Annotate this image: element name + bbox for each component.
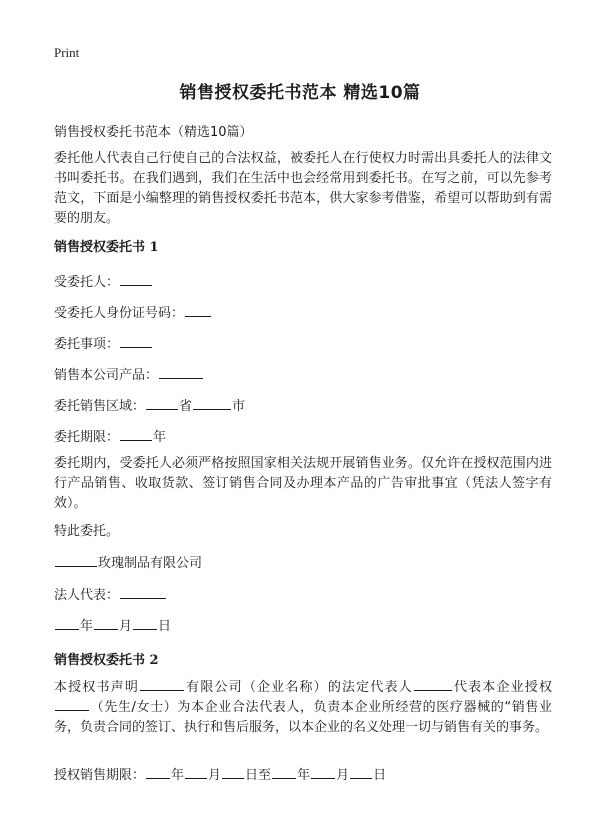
start-month-blank: [185, 766, 207, 779]
period-line: [54, 426, 166, 445]
trustee-label: 受委托人：: [54, 275, 120, 290]
section-heading-1: 销售授权委托书 1: [54, 240, 159, 255]
section2-body-part1: 本授权书声明: [54, 680, 139, 695]
section2-body-part2: 有限公司（企业名称）的法定代表人: [185, 680, 413, 695]
product-label: 销售本公司产品：: [54, 368, 159, 383]
legal-rep-line: [54, 584, 167, 603]
enterprise-name-blank: [140, 678, 184, 691]
section-heading-2: 销售授权委托书 2: [54, 653, 159, 668]
date-day-blank: [133, 617, 157, 630]
closing-line: 特此委托。: [54, 524, 120, 539]
province-blank: [146, 397, 178, 410]
trustee-line: [54, 271, 153, 290]
region-line: [54, 395, 245, 414]
company-line: [54, 552, 202, 571]
product-blank: [159, 366, 203, 379]
section2-body-part3: 代表本企业授权: [452, 680, 552, 695]
company-blank: [55, 554, 97, 567]
date-year-blank: [55, 617, 79, 630]
end-year-blank: [272, 766, 296, 779]
matter-label: 委托事项：: [54, 337, 120, 352]
date-month-blank: [94, 617, 118, 630]
end-day: 日: [373, 768, 387, 783]
section2-body: [54, 678, 552, 738]
region-label: 委托销售区域：: [54, 399, 146, 414]
start-day-to: 日至: [245, 768, 272, 783]
id-number-line: [54, 302, 212, 321]
id-number-label: 受委托人身份证号码：: [54, 306, 185, 321]
matter-blank: [120, 335, 152, 348]
date-month: 月: [119, 619, 133, 634]
city-blank: [193, 397, 231, 410]
date-line: [54, 615, 171, 634]
matter-line: [54, 333, 153, 352]
trustee-blank: [120, 273, 152, 286]
date-day: 日: [158, 619, 172, 634]
product-line: [54, 364, 204, 383]
legal-rep-label: 法人代表：: [54, 588, 120, 603]
city-label: 市: [232, 399, 246, 414]
end-day-blank: [350, 766, 372, 779]
end-year: 年: [297, 768, 311, 783]
start-month: 月: [208, 768, 222, 783]
period-blank: [120, 428, 152, 441]
sales-period-line: [54, 764, 386, 783]
period-label: 委托期限：: [54, 430, 120, 445]
end-month-blank: [311, 766, 335, 779]
start-year-blank: [146, 766, 170, 779]
intro-paragraph: 委托他人代表自己行使自己的合法权益，被委托人在行使权力时需出具委托人的法律文书叫委托书。在我们遇到，我们在生活中也会经常用到委托书。在写之前，可以先参考范文，下面是小编整理的销售授权委托书范本，供大家参考借鉴，希望可以帮助到有需要的朋友。: [54, 151, 552, 226]
start-day-blank: [222, 766, 244, 779]
end-month: 月: [336, 768, 350, 783]
section1-body: 委托期内，受委托人必须严格按照国家相关法规开展销售业务。仅允许在授权范围内进行产品销售、收取货款、签订销售合同及办理本产品的广告审批事宜（凭法人签字有效）。: [54, 456, 552, 511]
province-label: 省: [179, 399, 193, 414]
sales-period-label: 授权销售期限：: [54, 768, 146, 783]
section2-body-part4: （先生/女士）为本企业合法代表人，负责本企业所经营的医疗器械的“销售业务，负责合同的签订、执行和售后服务，以本企业的名义处理一切与销售有关的事务。: [54, 700, 552, 735]
document-title: 销售授权委托书范本 精选10篇: [179, 83, 421, 103]
id-number-blank: [185, 304, 211, 317]
period-year: 年: [153, 430, 167, 445]
start-year: 年: [171, 768, 185, 783]
company-name: 玫瑰制品有限公司: [98, 556, 203, 571]
document-subtitle: 销售授权委托书范本（精选10篇）: [54, 125, 253, 140]
date-year: 年: [80, 619, 94, 634]
legal-rep-blank: [120, 586, 166, 599]
print-link[interactable]: Print: [54, 45, 80, 60]
legal-rep-name-blank: [414, 678, 452, 691]
authorized-person-blank: [55, 698, 89, 711]
